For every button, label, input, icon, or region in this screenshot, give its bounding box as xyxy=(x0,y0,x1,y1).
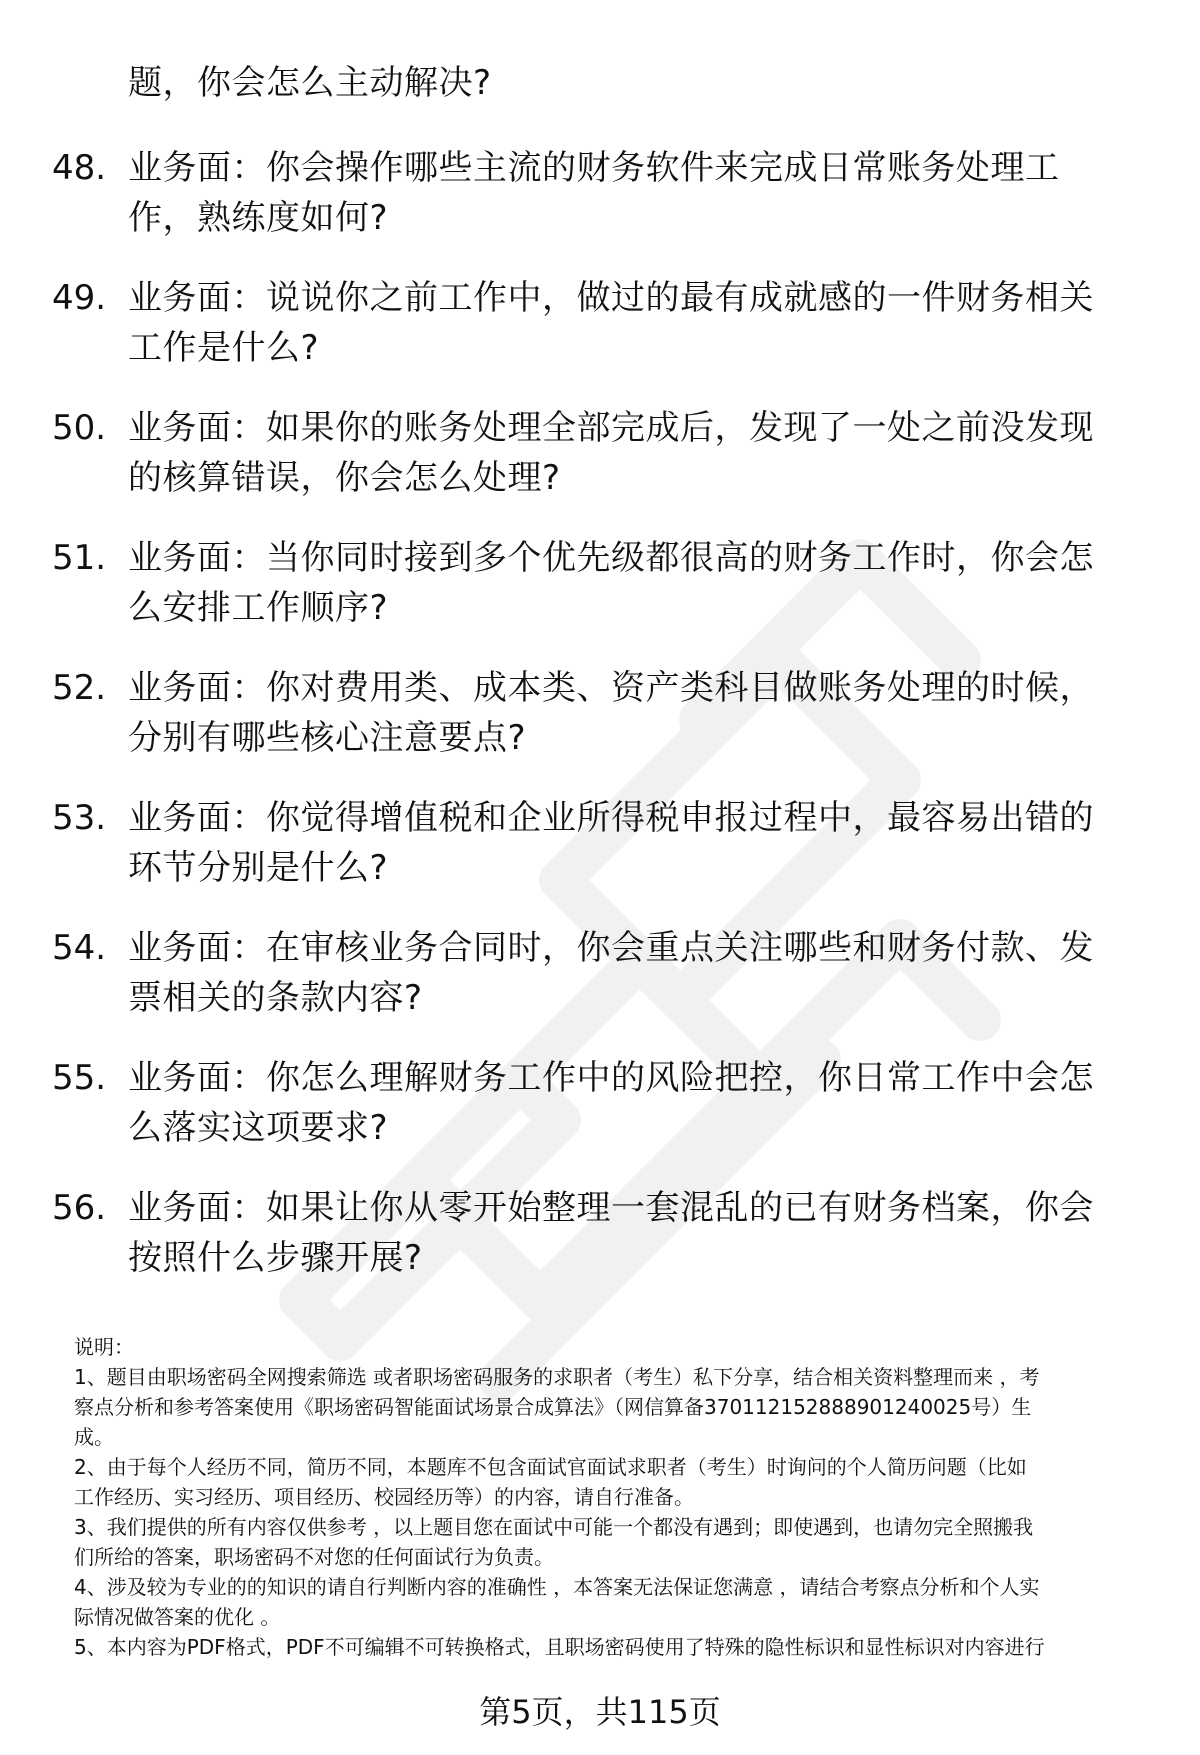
question-item-50 xyxy=(0,403,1200,533)
question-number: 53. xyxy=(52,798,107,838)
question-line: 业务面：说说你之前工作中，做过的最有成就感的一件财务相关 xyxy=(128,278,1094,318)
question-number: 49. xyxy=(52,278,107,318)
question-number: 50. xyxy=(52,408,107,448)
question-text xyxy=(128,923,1148,1023)
question-text xyxy=(128,793,1148,893)
notes-line: 3、我们提供的所有内容仅供参考 ，以上题目您在面试中可能一个都没有遇到；即使遇到，也请勿完全照搬我 xyxy=(74,1515,1034,1539)
question-line: 业务面：你对费用类、成本类、资产类科目做账务处理的时候， xyxy=(128,668,1094,708)
question-line: 票相关的条款内容? xyxy=(128,978,423,1018)
question-number: 56. xyxy=(52,1188,107,1228)
notes-line: 1、题目由职场密码全网搜索筛选 或者职场密码服务的求职者（考生）私下分享，结合相关资料整理而来 ，考 xyxy=(74,1365,1040,1389)
question-number: 51. xyxy=(52,538,107,578)
question-item-53 xyxy=(0,793,1200,923)
question-text xyxy=(128,663,1148,763)
question-line: 业务面：当你同时接到多个优先级都很高的财务工作时，你会怎 xyxy=(128,538,1094,578)
question-list xyxy=(0,143,1200,1313)
question-line: 环节分别是什么? xyxy=(128,848,389,888)
question-line: 业务面：你觉得增值税和企业所得税申报过程中，最容易出错的 xyxy=(128,798,1094,838)
question-line: 业务面：如果让你从零开始整理一套混乱的已有财务档案，你会 xyxy=(128,1188,1094,1228)
question-item-51 xyxy=(0,533,1200,663)
question-item-52 xyxy=(0,663,1200,793)
question-line: 么落实这项要求? xyxy=(128,1108,389,1148)
question-line: 的核算错误，你会怎么处理? xyxy=(128,458,561,498)
question-text xyxy=(128,1053,1148,1153)
question-number: 48. xyxy=(52,148,107,188)
question-continuation: 题，你会怎么主动解决? xyxy=(128,63,492,103)
question-line: 业务面：如果你的账务处理全部完成后，发现了一处之前没发现 xyxy=(128,408,1094,448)
question-number: 52. xyxy=(52,668,107,708)
notes-line: 5、本内容为PDF格式，PDF不可编辑不可转换格式，且职场密码使用了特殊的隐性标识和显性标识对内容进行 xyxy=(74,1635,1045,1659)
question-line: 分别有哪些核心注意要点? xyxy=(128,718,527,758)
question-text xyxy=(128,403,1148,503)
notes-line: 们所给的答案，职场密码不对您的任何面试行为负责。 xyxy=(74,1545,554,1569)
notes-line: 2、由于每个人经历不同，简历不同，本题库不包含面试官面试求职者（考生）时询问的个人简历问题（比如 xyxy=(74,1455,1027,1479)
notes-line: 成。 xyxy=(74,1425,114,1449)
notes-line: 工作经历、实习经历、项目经历、校园经历等）的内容，请自行准备。 xyxy=(74,1485,694,1509)
notes-line: 4、涉及较为专业的的知识的请自行判断内容的准确性 ，本答案无法保证您满意 ，请结合考察点分析和个人实 xyxy=(74,1575,1040,1599)
question-line: 作，熟练度如何? xyxy=(128,198,389,238)
notes-line: 际情况做答案的优化 。 xyxy=(74,1605,281,1629)
question-item-54 xyxy=(0,923,1200,1053)
question-text xyxy=(128,273,1148,373)
notes-section xyxy=(74,1332,1154,1662)
question-line: 工作是什么? xyxy=(128,328,320,368)
question-item-55 xyxy=(0,1053,1200,1183)
notes-line: 察点分析和参考答案使用《职场密码智能面试场景合成算法》（网信算备370112152888901240025号）生 xyxy=(74,1395,1032,1419)
notes-heading: 说明： xyxy=(74,1335,134,1359)
question-number: 55. xyxy=(52,1058,107,1098)
question-item-56 xyxy=(0,1183,1200,1313)
question-number: 54. xyxy=(52,928,107,968)
question-line: 业务面：你会操作哪些主流的财务软件来完成日常账务处理工 xyxy=(128,148,1060,188)
question-text xyxy=(128,1183,1148,1283)
question-item-48 xyxy=(0,143,1200,273)
question-line: 业务面：你怎么理解财务工作中的风险把控，你日常工作中会怎 xyxy=(128,1058,1094,1098)
question-item-49 xyxy=(0,273,1200,403)
question-text xyxy=(128,143,1148,243)
question-line: 业务面：在审核业务合同时，你会重点关注哪些和财务付款、发 xyxy=(128,928,1094,968)
question-line: 按照什么步骤开展? xyxy=(128,1238,423,1278)
question-line: 么安排工作顺序? xyxy=(128,588,389,628)
page-number: 第5页，共115页 xyxy=(479,1693,721,1731)
question-text xyxy=(128,533,1148,633)
